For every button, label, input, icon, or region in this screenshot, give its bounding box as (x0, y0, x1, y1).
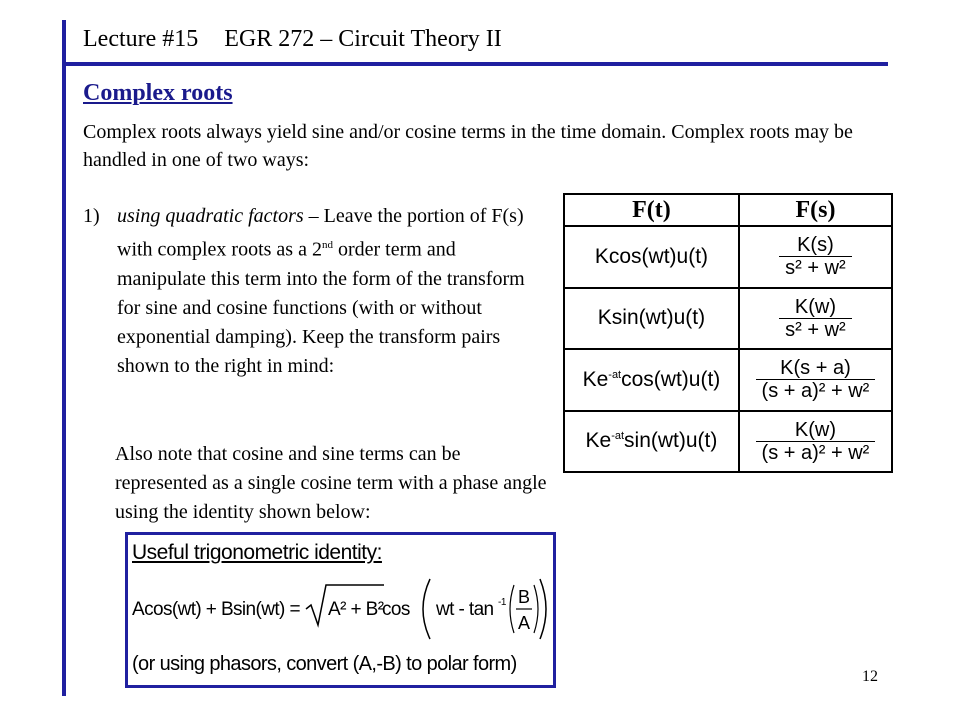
time-function-cell (564, 349, 739, 411)
transform-pairs-table (563, 193, 893, 473)
exponent-superscript: -at (608, 368, 622, 381)
time-function-text-tail: sin(wt)u(t) (624, 429, 718, 453)
identity-formula (132, 575, 552, 649)
intro-paragraph: Complex roots always yield sine and/or cosine terms in the time domain. Complex roots may be handled in one of two ways: (83, 121, 853, 171)
identity-formula-graphic (132, 575, 552, 643)
page-number: 12 (862, 668, 878, 685)
also-note-paragraph: Also note that cosine and sine terms can be represented as a single cosine term with a phase angle using the identity shown below: (115, 443, 547, 523)
time-function-text: Ke (585, 429, 612, 453)
list-item-body (117, 202, 543, 381)
list-item-number: 1) (83, 205, 100, 227)
column-header-time: F(t) (564, 194, 739, 226)
laplace-transform-cell (739, 288, 892, 350)
time-function-cell (564, 226, 739, 288)
fraction-numerator-b: B (518, 587, 530, 607)
formula-lhs: Acos(wt) + Bsin(wt) = (132, 599, 300, 620)
laplace-transform-cell (739, 349, 892, 411)
fraction-numerator: K(w) (779, 296, 852, 319)
list-item-emphasis: using quadratic factors (117, 205, 304, 227)
sqrt-content: A² + B² (328, 599, 384, 620)
laplace-transform-cell (739, 411, 892, 473)
identity-title: Useful trigonometric identity: (132, 541, 382, 564)
identity-note: (or using phasors, convert (A,-B) to polar form) (132, 653, 517, 675)
table-row (564, 411, 892, 473)
fraction (779, 296, 852, 341)
right-paren (540, 579, 546, 639)
left-paren (423, 579, 430, 639)
fraction (756, 419, 876, 464)
fraction (756, 357, 876, 402)
list-item-quadratic-factors (83, 202, 543, 381)
fraction-numerator: K(w) (756, 419, 876, 442)
inner-right-paren (534, 585, 538, 633)
inner-left-paren (510, 585, 514, 633)
section-title: Complex roots (83, 80, 233, 106)
list-item-text-b: order term and manipulate this term into the form of the transform for sine and cosine functions (with or without exponential damping). Keep the transform pairs shown to the right in mind: (117, 238, 525, 377)
table-header-row (564, 194, 892, 226)
column-header-freq: F(s) (739, 194, 892, 226)
fraction (779, 234, 852, 279)
time-function-cell (564, 288, 739, 350)
formula-arg: wt - tan (436, 599, 494, 620)
table-row (564, 288, 892, 350)
time-function-text: Kcos(wt)u(t) (594, 244, 709, 268)
fraction-denominator: s² + w² (785, 257, 846, 280)
table-row (564, 226, 892, 288)
ordinal-superscript: nd (321, 239, 333, 251)
left-accent-bar (62, 20, 66, 696)
fraction-denominator: s² + w² (785, 318, 846, 341)
fraction-numerator: K(s + a) (756, 357, 876, 380)
formula-cos: cos (382, 599, 410, 620)
time-function-text: Ke (582, 367, 609, 391)
header-rule (62, 62, 888, 66)
time-function-cell (564, 411, 739, 473)
lecture-label: Lecture #15 (83, 26, 199, 52)
time-function-text: Ksin(wt)u(t) (597, 306, 706, 330)
fraction-denominator-a: A (518, 613, 530, 633)
fraction-denominator: (s + a)² + w² (761, 380, 870, 403)
tan-inverse-superscript: -1 (498, 597, 506, 608)
laplace-transform-cell (739, 226, 892, 288)
time-function-text-tail: cos(wt)u(t) (621, 367, 721, 391)
fraction-denominator: (s + a)² + w² (761, 441, 870, 464)
list-item-text-a: – Leave the portion of F(s) with complex roots as a 2 (117, 205, 524, 261)
trig-identity-box (125, 532, 556, 688)
table-row (564, 349, 892, 411)
exponent-superscript: -at (611, 430, 625, 443)
fraction-numerator: K(s) (779, 234, 852, 257)
course-label: EGR 272 – Circuit Theory II (224, 26, 502, 52)
slide-header (83, 26, 502, 53)
